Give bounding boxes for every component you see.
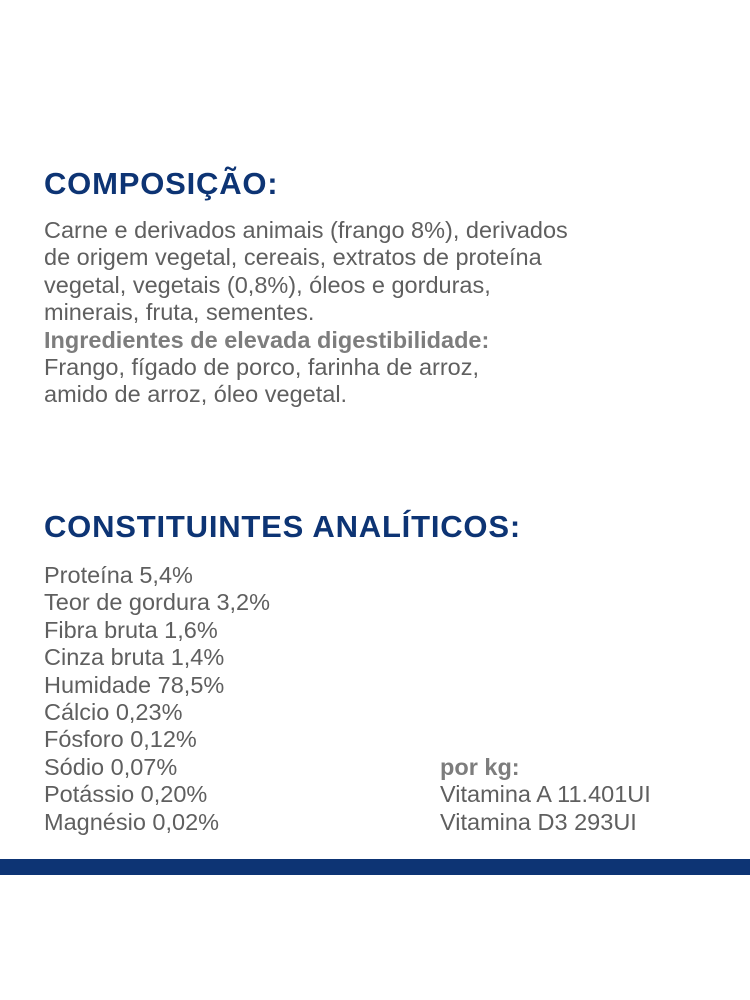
constituent-item-phosphorus: Fósforo 0,12% [44, 726, 197, 753]
constituents-heading: CONSTITUINTES ANALÍTICOS: [44, 509, 521, 544]
constituents-list [44, 562, 270, 836]
digestible-ingredients-line: Frango, fígado de porco, farinha de arroz, [44, 354, 480, 381]
constituent-item-potassium: Potássio 0,20% [44, 781, 208, 808]
constituent-item-calcium: Cálcio 0,23% [44, 699, 183, 726]
composition-line: vegetal, vegetais (0,8%), óleos e gorduras, [44, 271, 491, 298]
constituent-item-moisture: Humidade 78,5% [44, 671, 225, 698]
constituent-item-fat: Teor de gordura 3,2% [44, 589, 271, 616]
vitamin-a-value: Vitamina A 11.401UI [440, 781, 651, 808]
vitamin-d3-value: Vitamina D3 293UI [440, 808, 637, 835]
constituent-item-fibre: Fibra bruta 1,6% [44, 616, 218, 643]
constituent-item-ash: Cinza bruta 1,4% [44, 644, 225, 671]
composition-line: minerais, fruta, sementes. [44, 299, 315, 326]
constituent-item-protein: Proteína 5,4% [44, 562, 193, 588]
composition-line: de origem vegetal, cereais, extratos de proteína [44, 244, 542, 271]
constituent-item-sodium: Sódio 0,07% [44, 753, 178, 780]
composition-line: Carne e derivados animais (frango 8%), derivados [44, 217, 568, 243]
footer-band [0, 859, 750, 875]
digestible-ingredients-line: amido de arroz, óleo vegetal. [44, 381, 348, 408]
digestible-ingredients-heading: Ingredientes de elevada digestibilidade: [44, 326, 490, 353]
per-kg-block [440, 754, 651, 836]
composition-text [44, 217, 724, 409]
composition-heading: COMPOSIÇÃO: [44, 166, 279, 201]
constituent-item-magnesium: Magnésio 0,02% [44, 808, 220, 835]
per-kg-label: por kg: [440, 754, 520, 780]
